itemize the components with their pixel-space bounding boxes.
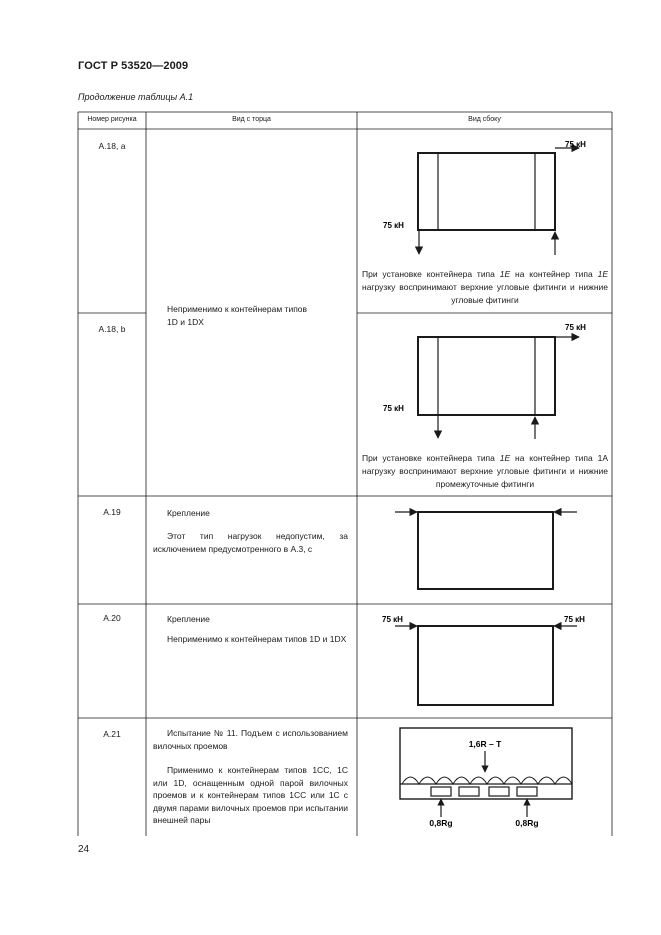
header-figure-number: Номер рисунка <box>87 116 137 123</box>
description-a18a: При установке контейнера типа 1E на контейнер типа 1E нагрузку воспринимают верхние угловые фитинги и нижние угловые фитинги <box>362 269 609 305</box>
label-a20: Крепление <box>167 614 210 624</box>
text-a21: Применимо к контейнерам типов 1CC, 1C или 1D, оснащенным одной парой вилочных проемов и к контейнерам типов 1CC или 1C с двумя парами вилочных проемов при испытании внешней пары <box>153 765 348 825</box>
force-label-left-a21: 0,8Rg <box>429 818 453 828</box>
force-label-left-a18b: 75 кН <box>383 404 404 413</box>
diagram-a20 <box>357 605 612 718</box>
diagram-a19 <box>357 497 612 604</box>
merged-end-view-text: Неприменимо к контейнерам типов 1D и 1DX <box>167 304 308 327</box>
force-label-right-a21: 0,8Rg <box>515 818 539 828</box>
figure-number-a19: А.19 <box>103 507 121 517</box>
text-a19: Этот тип нагрузок недопустим, за исключением предусмотренного в А.3, c <box>153 531 348 554</box>
header-end-view: Вид с торца <box>232 116 271 123</box>
figure-number-a21: А.21 <box>103 729 121 739</box>
description-a18b: При установке контейнера типа 1E на контейнер типа 1A нагрузку воспринимают верхние угловые фитинги и нижние промежуточные фитинги <box>362 453 608 489</box>
figure-number-a20: А.20 <box>103 613 121 623</box>
diagram-a21 <box>357 719 612 836</box>
force-label-left-a18a: 75 кН <box>383 221 404 230</box>
text-a20: Неприменимо к контейнерам типов 1D и 1DX <box>167 634 347 644</box>
figure-number-a18b: А.18, b <box>98 324 126 334</box>
force-label-left-a20: 75 кН <box>382 615 403 624</box>
load-label-a21: 1,6R – T <box>468 739 502 749</box>
header-side-view: Вид сбоку <box>468 116 501 123</box>
figure-number-a18a: А.18, a <box>98 141 126 151</box>
document-title: ГОСТ Р 53520—2009 <box>78 60 189 72</box>
force-label-right-a20: 75 кН <box>564 615 585 624</box>
label-a21: Испытание № 11. Подъем с использованием вилочных проемов <box>153 728 348 751</box>
page-number: 24 <box>78 844 90 855</box>
table-caption: Продолжение таблицы А.1 <box>78 92 194 102</box>
force-label-top-a18b: 75 кН <box>565 323 586 332</box>
force-label-top-a18a: 75 кН <box>565 140 586 149</box>
label-a19: Крепление <box>167 508 210 518</box>
